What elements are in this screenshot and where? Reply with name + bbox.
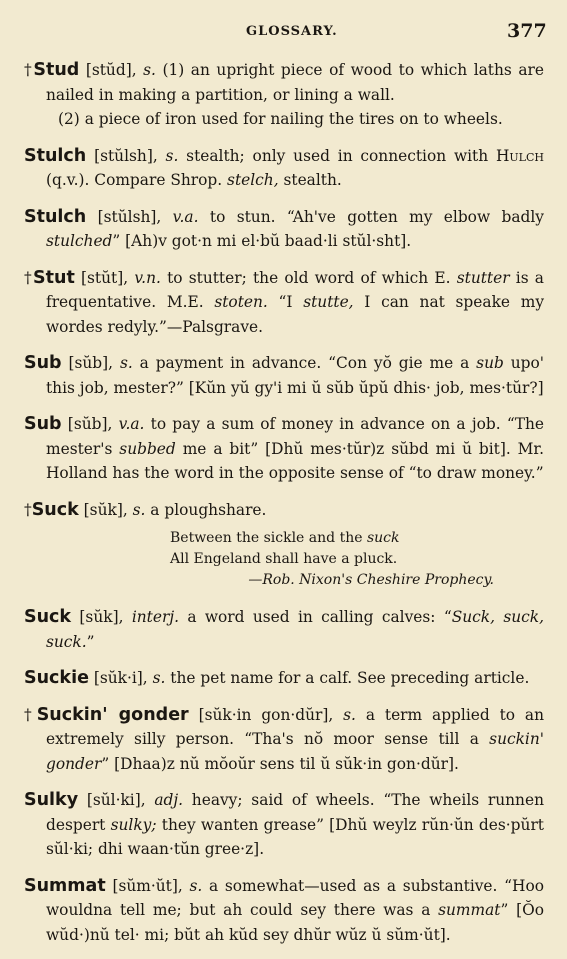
italic-word: sub xyxy=(476,354,504,372)
part-of-speech: s. xyxy=(165,146,179,165)
entry-suck-interj xyxy=(24,605,544,654)
headword: Suck xyxy=(31,499,79,520)
cross-reference: Hulch xyxy=(495,146,544,165)
definition-end: I can nat speake my wordes redyly.”—Palsgrave. xyxy=(46,293,545,336)
part-of-speech: s. xyxy=(343,705,356,724)
definition: stealth; only used in connection with xyxy=(178,146,496,165)
entry-suck-noun xyxy=(24,498,544,523)
part-of-speech: s. xyxy=(143,61,156,79)
pronunciation: [sŭk·in gon·dŭr], xyxy=(188,705,344,724)
italic-word: Suck, suck, suck. xyxy=(46,608,544,651)
definition: to stutter; the old word of which E. xyxy=(160,268,457,287)
definition: a somewhat—used as a substantive. “Hoo wouldna tell me; but ah could sey there was a xyxy=(46,876,544,919)
entry-sub-noun xyxy=(24,351,544,400)
definition: the pet name for a calf. See preceding article. xyxy=(165,669,530,687)
definition: heavy; said of wheels. “The wheils runnen despert xyxy=(46,791,544,834)
part-of-speech: v.n. xyxy=(134,268,161,287)
part-of-speech: s. xyxy=(152,669,166,687)
verse-source: —Rob. Nixon's Cheshire Prophecy. xyxy=(248,572,494,588)
part-of-speech: v.a. xyxy=(118,415,145,433)
italic-word: stelch, xyxy=(227,171,279,189)
pronunciation: [sŭk·i], xyxy=(88,669,153,687)
entry-stulch-noun xyxy=(24,144,544,193)
pronunciation: [sŭm·ŭt], xyxy=(105,876,190,895)
pronunciation: [stŭlsh], xyxy=(86,207,173,226)
definition-end: ” xyxy=(86,632,95,651)
italic-word: stutter xyxy=(456,268,510,287)
definition-end: ” [Dhaa)z nŭ mŏoŭr sens til ŭ sŭk·in gon·dŭr]. xyxy=(101,754,459,773)
obsolete-mark: † xyxy=(24,61,34,79)
italic-word: subbed xyxy=(119,439,176,458)
definition: a payment in advance. “Con yŏ gie me a xyxy=(132,354,477,372)
definition-end: they wanten grease” [Dhŭ weylz rŭn·ŭn des·pŭrt sŭl·ki; dhi waan·tŭn gree·z]. xyxy=(46,815,544,858)
pronunciation: [stŭlsh], xyxy=(86,146,166,165)
running-header xyxy=(0,20,567,44)
definition-cont: is a frequentative. M.E. xyxy=(46,268,544,311)
definition: (1) an upright piece of wood to which laths are nailed in making a partition, or lining a wall. xyxy=(46,61,544,104)
italic-word: stulched xyxy=(46,232,113,250)
italic-word: sulky; xyxy=(110,815,157,834)
italic-word: summat xyxy=(438,901,501,919)
header-title: GLOSSARY. xyxy=(246,24,338,39)
part-of-speech: s. xyxy=(119,354,133,372)
italic-word: stoten. xyxy=(214,293,268,311)
entry-sub-verb xyxy=(24,412,544,486)
italic-word: suckin' gonder xyxy=(46,730,544,773)
entry-stut xyxy=(24,266,544,340)
page-number: 377 xyxy=(507,20,547,42)
definition-end: ” [Ŏo wŭd·)nŭ tel· mi; bŭt ah kŭd sey dhŭr wŭz ŭ sŭm·ŭt]. xyxy=(46,901,544,944)
part-of-speech: s. xyxy=(189,876,203,895)
part-of-speech: s. xyxy=(132,500,146,519)
pronunciation: [stŭt], xyxy=(74,268,135,287)
headword: Sub xyxy=(24,414,62,434)
definition-cont: (q.v.). Compare Shrop. xyxy=(46,171,228,189)
pronunciation: [sŭb], xyxy=(61,354,120,372)
pronunciation: [sŭk], xyxy=(71,608,132,626)
italic-word: suck xyxy=(366,530,400,546)
headword: Stud xyxy=(33,60,80,80)
definition-end: me a bit” [Dhŭ mes·tŭr)z sŭbd mi ŭ bit]. Mr. Holland has the word in the opposite sense of “to draw money.” xyxy=(46,439,544,482)
headword: Sulky xyxy=(24,790,79,810)
obsolete-mark: † xyxy=(24,500,32,519)
obsolete-mark: † xyxy=(24,705,37,724)
headword: Sub xyxy=(24,353,62,373)
part-of-speech: interj. xyxy=(131,608,179,626)
headword: Stut xyxy=(33,267,75,288)
definition-end: stealth. xyxy=(278,171,342,189)
definition: a term applied to an extremely silly person. “Tha's nŏ moor sense till a xyxy=(46,705,544,748)
headword: Stulch xyxy=(24,145,87,166)
entry-stud xyxy=(24,58,544,132)
verse-quotation xyxy=(170,528,544,591)
verse-text: Between the sickle and the xyxy=(170,530,367,546)
italic-word: stutte, xyxy=(303,293,354,311)
definition: to pay a sum of money in advance on a job. “The mester's xyxy=(46,415,544,458)
entry-suckie xyxy=(24,666,544,691)
definition-cont: “I xyxy=(267,293,304,311)
definition: a word used in calling calves: “ xyxy=(178,608,452,626)
verse-line: All Engeland shall have a pluck. xyxy=(170,551,398,567)
glossary-entries xyxy=(24,58,544,959)
part-of-speech: adj. xyxy=(154,791,184,809)
pronunciation: [sŭk], xyxy=(78,500,133,519)
headword: Stulch xyxy=(24,206,87,227)
definition-end: upo' this job, mester?” [Kŭn yŭ gy'i mi ŭ sŭb ŭpŭ dhis· job, mes·tŭr?] xyxy=(46,354,544,397)
pronunciation: [sŭl·ki], xyxy=(78,791,155,809)
entry-summat xyxy=(24,874,544,948)
entry-sulky xyxy=(24,788,544,862)
obsolete-mark: † xyxy=(24,268,34,287)
definition: a ploughshare. xyxy=(145,500,267,519)
headword: Summat xyxy=(24,875,106,896)
headword: Suckin' gonder xyxy=(36,704,189,725)
pronunciation: [sŭb], xyxy=(61,415,119,433)
part-of-speech: v.a. xyxy=(172,207,199,226)
headword: Suckie xyxy=(24,668,89,688)
entry-suckin-gonder xyxy=(24,703,544,777)
definition-end: ” [Ah)v got·n mi el·bŭ baad·li stŭl·sht]. xyxy=(112,232,412,250)
entry-stulch-verb xyxy=(24,205,544,254)
definition: to stun. “Ah've gotten my elbow badly xyxy=(198,207,544,226)
sub-definition: (2) a piece of iron used for nailing the tires on to wheels. xyxy=(58,110,503,128)
pronunciation: [stŭd], xyxy=(79,61,144,79)
headword: Suck xyxy=(24,607,72,627)
verse-line xyxy=(170,528,544,549)
